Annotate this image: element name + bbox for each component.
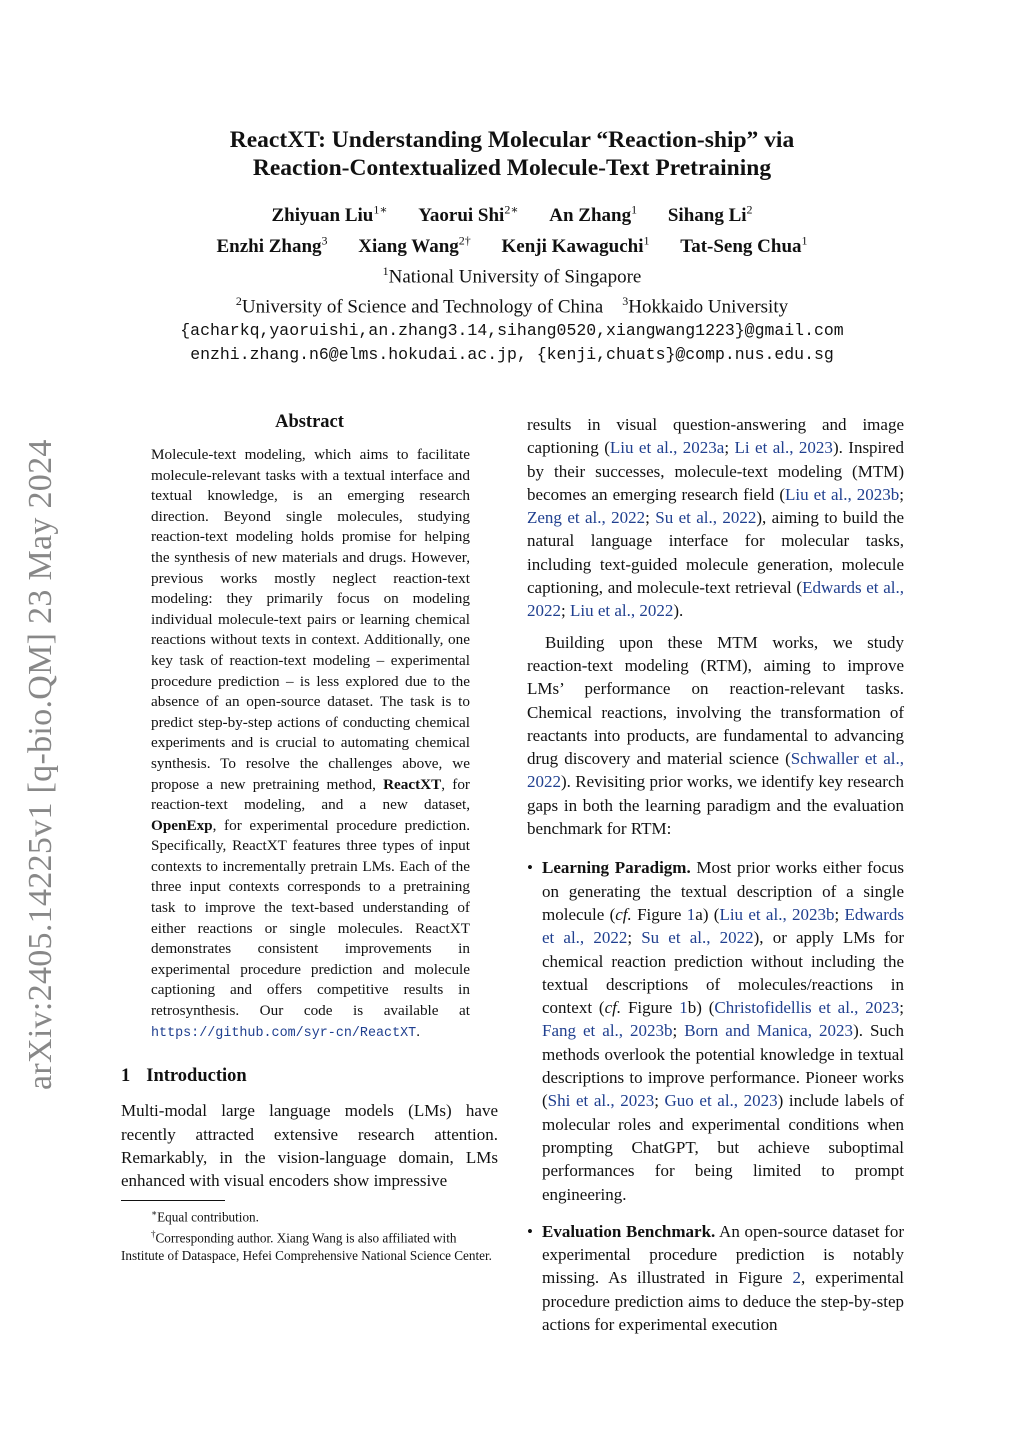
author: Yaorui Shi$^{2∗}$ bbox=[418, 203, 519, 227]
citation-link[interactable]: Li et al., 2023 bbox=[734, 438, 833, 458]
citation-link[interactable]: Su et al., 2022 bbox=[641, 928, 754, 948]
title-line-2: Reaction-Contextualized Molecule-Text Pretraining bbox=[252, 155, 772, 181]
arxiv-stamp: arXiv:2405.14225v1 [q-bio.QM] 23 May 2024 bbox=[22, 439, 59, 1090]
title-line-1: ReactXT: Understanding Molecular “Reaction-ship” via bbox=[229, 127, 795, 153]
citation-link[interactable]: Liu et al., 2023b bbox=[785, 484, 900, 504]
abstract-heading: Abstract bbox=[275, 412, 344, 432]
citation-link[interactable]: Liu et al., 2022 bbox=[569, 601, 674, 621]
authors-row-2 bbox=[80, 228, 944, 258]
email-line-2: enzhi.zhang.n6@elms.hokudai.ac.jp, {kenji,chuats}@comp.nus.edu.sg bbox=[190, 345, 834, 365]
citation-link[interactable]: Fang et al., 2023b bbox=[542, 1021, 673, 1041]
paper-title bbox=[100, 126, 924, 182]
citation-link[interactable]: Edwards et al., 2022 bbox=[542, 904, 904, 948]
citation-link[interactable]: Zeng et al., 2022 bbox=[527, 508, 646, 528]
citation-link[interactable]: Schwaller et al., 2022 bbox=[527, 749, 904, 792]
citation-link[interactable]: Christofidellis et al., 2023 bbox=[714, 998, 900, 1018]
footnote-rule bbox=[121, 1200, 225, 1201]
author: Xiang Wang$^{2\dagger}$ bbox=[358, 233, 471, 257]
affiliation-1: $^1$National University of Singapore bbox=[382, 263, 642, 287]
section-heading-introduction: 1 Introduction bbox=[121, 1066, 247, 1087]
citation-link[interactable]: Shi et al., 2023 bbox=[547, 1091, 655, 1111]
citation-link[interactable]: Liu et al., 2023a bbox=[609, 438, 725, 458]
author-block bbox=[80, 198, 944, 367]
left-column bbox=[121, 410, 498, 1265]
author: Sihang Li$^2$ bbox=[667, 203, 753, 227]
paragraph-rtm: Building upon these MTM works, we study reaction-text modeling (RTM), aiming to improve LMs’ performance on reaction-relevant tasks. Chemical reactions, involving the transformation of reactants into products, are fundamental to advancing drug discovery and material science (Schwaller et al., 2022). Revisiting prior works, we identify key research gaps in both the learning paradigm and the evaluation benchmark for RTM: bbox=[527, 632, 904, 839]
bullet-learning-paradigm: • Learning Paradigm. Most prior works either focus on generating the textual description of a single molecule (cf. Figure 1a) (Liu et al., 2023b; Edwards et al., 2022; Su et al., 2022), or apply LMs for chemical reaction prediction without including the textual descriptions of molecules/reactions in context (cf. Figure 1b) (Christofidellis et al., 2023; Fang et al., 2023b; Born and Manica, 2023). Such methods overlook the potential knowledge in textual descriptions to improve performance. Pioneer works (Shi et al., 2023; Guo et al., 2023) include labels of molecular roles and experimental conditions when prompting ChatGPT, but achieve suboptimal performances for being limited to prompt engineering. bbox=[527, 858, 905, 1204]
citation-link[interactable]: Born and Manica, 2023 bbox=[684, 1021, 854, 1041]
footnote-2: †Corresponding author. Xiang Wang is also affiliated with Institute of Dataspace, Hefei Comprehensive National Science Center. bbox=[121, 1229, 492, 1264]
footnote-1: ∗Equal contribution. bbox=[151, 1208, 259, 1225]
paragraph-mtm: results in visual question-answering and image captioning (Liu et al., 2023a; Li et al., 2023). Inspired by their successes, molecule-text modeling (MTM) becomes an emerging research field (Liu et al., 2023b; Zeng et al., 2022; Su et al., 2022), aiming to build the natural language interface for molecular tasks, including text-guided molecule generation, molecule captioning, and molecule-text retrieval (Edwards et al., 2022; Liu et al., 2022). bbox=[527, 415, 904, 621]
research-gaps-list bbox=[527, 856, 904, 1336]
authors-row-1 bbox=[80, 198, 944, 228]
author: Zhiyuan Liu$^{1∗}$ bbox=[271, 203, 388, 227]
figure-link[interactable]: 1 bbox=[686, 904, 696, 924]
author: Kenji Kawaguchi$^1$ bbox=[501, 233, 650, 257]
bullet-evaluation-benchmark: • Evaluation Benchmark. An open-source dataset for experimental procedure prediction is notably missing. As illustrated in Figure 2, experimental procedure prediction aims to deduce the step-by-step actions for experimental execution bbox=[527, 1221, 904, 1334]
right-column bbox=[527, 413, 904, 1350]
citation-link[interactable]: Edwards et al., 2022 bbox=[527, 578, 904, 621]
code-link[interactable]: https://github.com/syr-cn/ReactXT bbox=[151, 1025, 417, 1041]
abstract-text: Molecule-text modeling, which aims to facilitate molecule-relevant tasks with a textual interface and textual knowledge, is an emerging research direction. Beyond single molecules, studying reaction-text modeling holds promise for helping the synthesis of new materials and drugs. However, previous works mostly neglect reaction-text modeling: they primarily focus on modeling individual molecule-text pairs or learning chemical reactions without texts in context. Additionally, one key task of reaction-text modeling – experimental procedure prediction – is less explored due to the absence of an open-source dataset. The task is to predict step-by-step actions of conducting chemical experiments and is crucial to automating chemical synthesis. To resolve the challenges above, we propose a new pretraining method, ReactXT, for reaction-text modeling, and a new dataset, OpenExp, for experimental procedure prediction. Specifically, ReactXT features three types of input contexts to incrementally pretrain LMs. Each of the three input contexts corresponds to a pretraining task to improve the text-based understanding of either reactions or single molecules. ReactXT demonstrates consistent improvements in experimental procedure prediction and molecule captioning and offers competitive results in retrosynthesis. Our code is available at https://github.com/syr-cn/ReactXT. bbox=[151, 446, 470, 1041]
citation-link[interactable]: Guo et al., 2023 bbox=[664, 1091, 778, 1111]
author: Enzhi Zhang$^3$ bbox=[216, 233, 328, 257]
citation-link[interactable]: Liu et al., 2023b bbox=[719, 904, 835, 924]
author: An Zhang$^1$ bbox=[549, 203, 638, 227]
figure-link[interactable]: 1 bbox=[679, 998, 688, 1018]
intro-paragraph: Multi-modal large language models (LMs) have recently attracted extensive research attention. Remarkably, in the vision-language domain, LMs enhanced with visual encoders show impressive bbox=[121, 1101, 498, 1191]
affiliation-2-3: $^2$University of Science and Technology of China $^3$Hokkaido University bbox=[235, 293, 789, 318]
author: Tat-Seng Chua$^1$ bbox=[680, 233, 808, 257]
figure-link[interactable]: 2 bbox=[792, 1268, 802, 1288]
email-line-1: {acharkq,yaoruishi,an.zhang3.14,sihang0520,xiangwang1223}@gmail.com bbox=[180, 321, 844, 341]
citation-link[interactable]: Su et al., 2022 bbox=[655, 508, 757, 528]
